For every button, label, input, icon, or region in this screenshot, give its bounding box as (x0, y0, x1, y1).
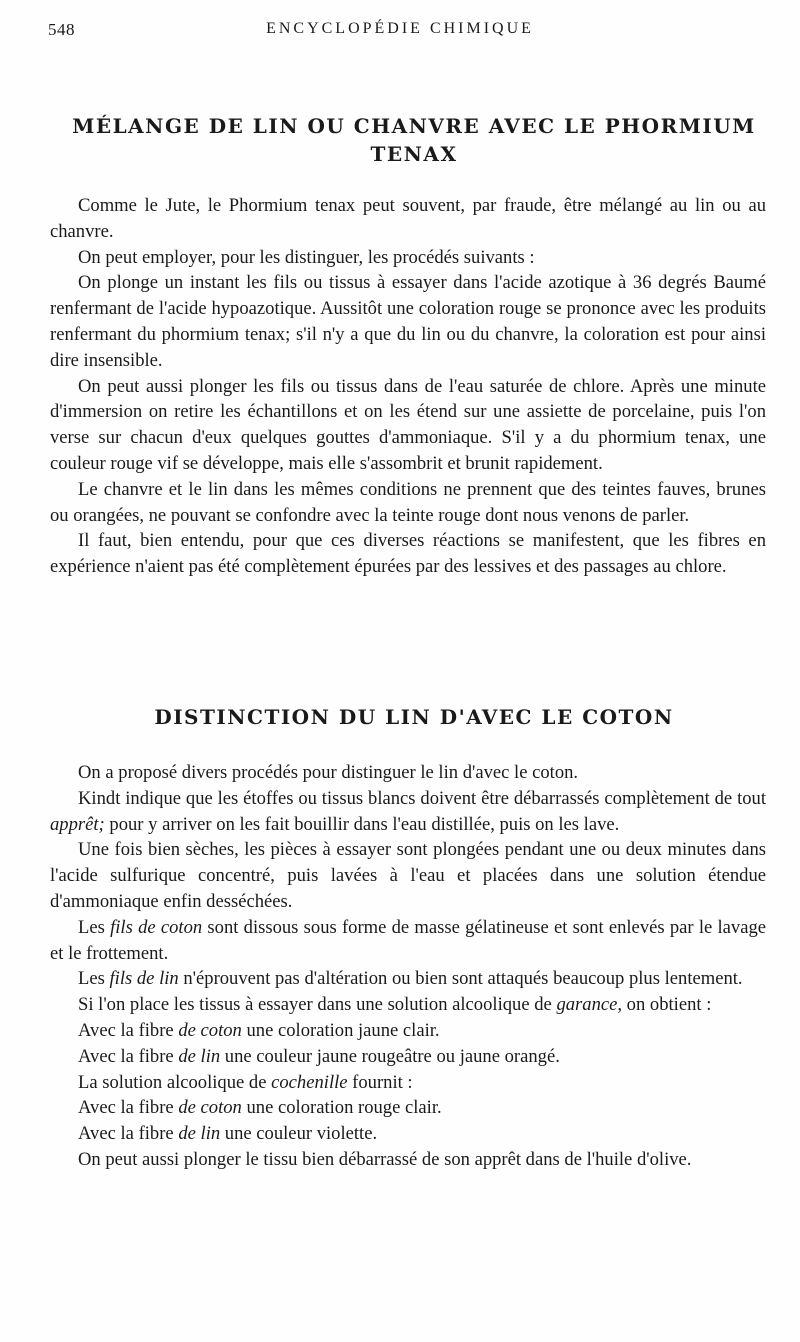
paragraph: Avec la fibre de coton une coloration rouge clair. (78, 1097, 442, 1119)
paragraph: Il faut, bien entendu, pour que ces diverses réactions se manifestent, que les fibres en expérience n'aient pas été complètement épurées par des lessives et des passages au chlore. (50, 530, 766, 578)
italic-term: fils de coton (110, 916, 203, 938)
section-body-phormium (50, 193, 766, 580)
italic-term: cochenille (271, 1071, 348, 1093)
paragraph: On peut aussi plonger les fils ou tissus dans de l'eau saturée de chlore. Après une minute d'immersion on retire les échantillons et on les étend sur une assiette de porcelaine, puis l'on verse sur chacun d'eux quelques gouttes d'ammoniaque. S'il y a du phormium tenax, une couleur rouge vif se développe, mais elle s'assombrit et brunit rapidement. (50, 375, 766, 474)
paragraph: Les fils de lin n'éprouvent pas d'altération ou bien sont attaqués beaucoup plus lentement. (78, 968, 743, 990)
section-title-phormium: MÉLANGE DE LIN OU CHANVRE AVEC LE PHORMIUM TENAX (72, 114, 756, 166)
paragraph: Les fils de coton sont dissous sous forme de masse gélatineuse et sont enlevés par le lavage et le frottement. (50, 916, 767, 964)
italic-term: fils de lin (109, 968, 179, 990)
section-body-coton (50, 760, 766, 1173)
paragraph: Si l'on place les tissus à essayer dans une solution alcoolique de garance, on obtient : (78, 994, 712, 1016)
paragraph: La solution alcoolique de cochenille fournit : (78, 1071, 413, 1093)
paragraph: Une fois bien sèches, les pièces à essayer sont plongées pendant une ou deux minutes dans l'acide sulfurique concentré, puis lavées à l'eau et placées dans une solution étendue d'ammoniaque enfin desséchées. (50, 839, 766, 912)
italic-term: de lin (178, 1045, 221, 1067)
paragraph: On peut employer, pour les distinguer, les procédés suivants : (78, 246, 535, 268)
paragraph: On a proposé divers procédés pour distinguer le lin d'avec le coton. (78, 762, 579, 783)
paragraph: Comme le Jute, le Phormium tenax peut souvent, par fraude, être mélangé au lin ou au chanvre. (50, 195, 766, 242)
paragraph: Le chanvre et le lin dans les mêmes conditions ne prennent que des teintes fauves, brunes ou orangées, ne pouvant se confondre avec la teinte rouge dont nous venons de parler. (50, 478, 766, 526)
paragraph: Avec la fibre de lin une couleur jaune rougeâtre ou jaune orangé. (78, 1045, 560, 1067)
page-number: 548 (48, 20, 75, 39)
paragraph: On plonge un instant les fils ou tissus à essayer dans l'acide azotique à 36 degrés Baumé renfermant de l'acide hypoazotique. Aussitôt une coloration rouge se prononce avec les produits renfermant du phormium tenax; s'il n'y a que du lin ou du chanvre, la coloration est pour ainsi dire insensible. (50, 272, 766, 371)
italic-term: de coton (178, 1097, 242, 1119)
paragraph: Kindt indique que les étoffes ou tissus blancs doivent être débarrassés complètement de tout apprêt; pour y arriver on les fait bouillir dans l'eau distillée, puis on les lave. (50, 787, 766, 835)
paragraph: Avec la fibre de lin une couleur violette. (78, 1123, 378, 1145)
running-head (48, 20, 752, 42)
italic-term: garance, (556, 994, 623, 1016)
italic-term: de coton (178, 1019, 242, 1041)
paragraph: On peut aussi plonger le tissu bien débarrassé de son apprêt dans de l'huile d'olive. (78, 1148, 692, 1170)
italic-term: de lin (178, 1123, 221, 1145)
running-title: ENCYCLOPÉDIE CHIMIQUE (266, 20, 534, 37)
section-title-coton: DISTINCTION DU LIN D'AVEC LE COTON (154, 705, 674, 729)
paragraph: Avec la fibre de coton une coloration jaune clair. (78, 1019, 440, 1041)
italic-term: apprêt; (50, 813, 105, 835)
